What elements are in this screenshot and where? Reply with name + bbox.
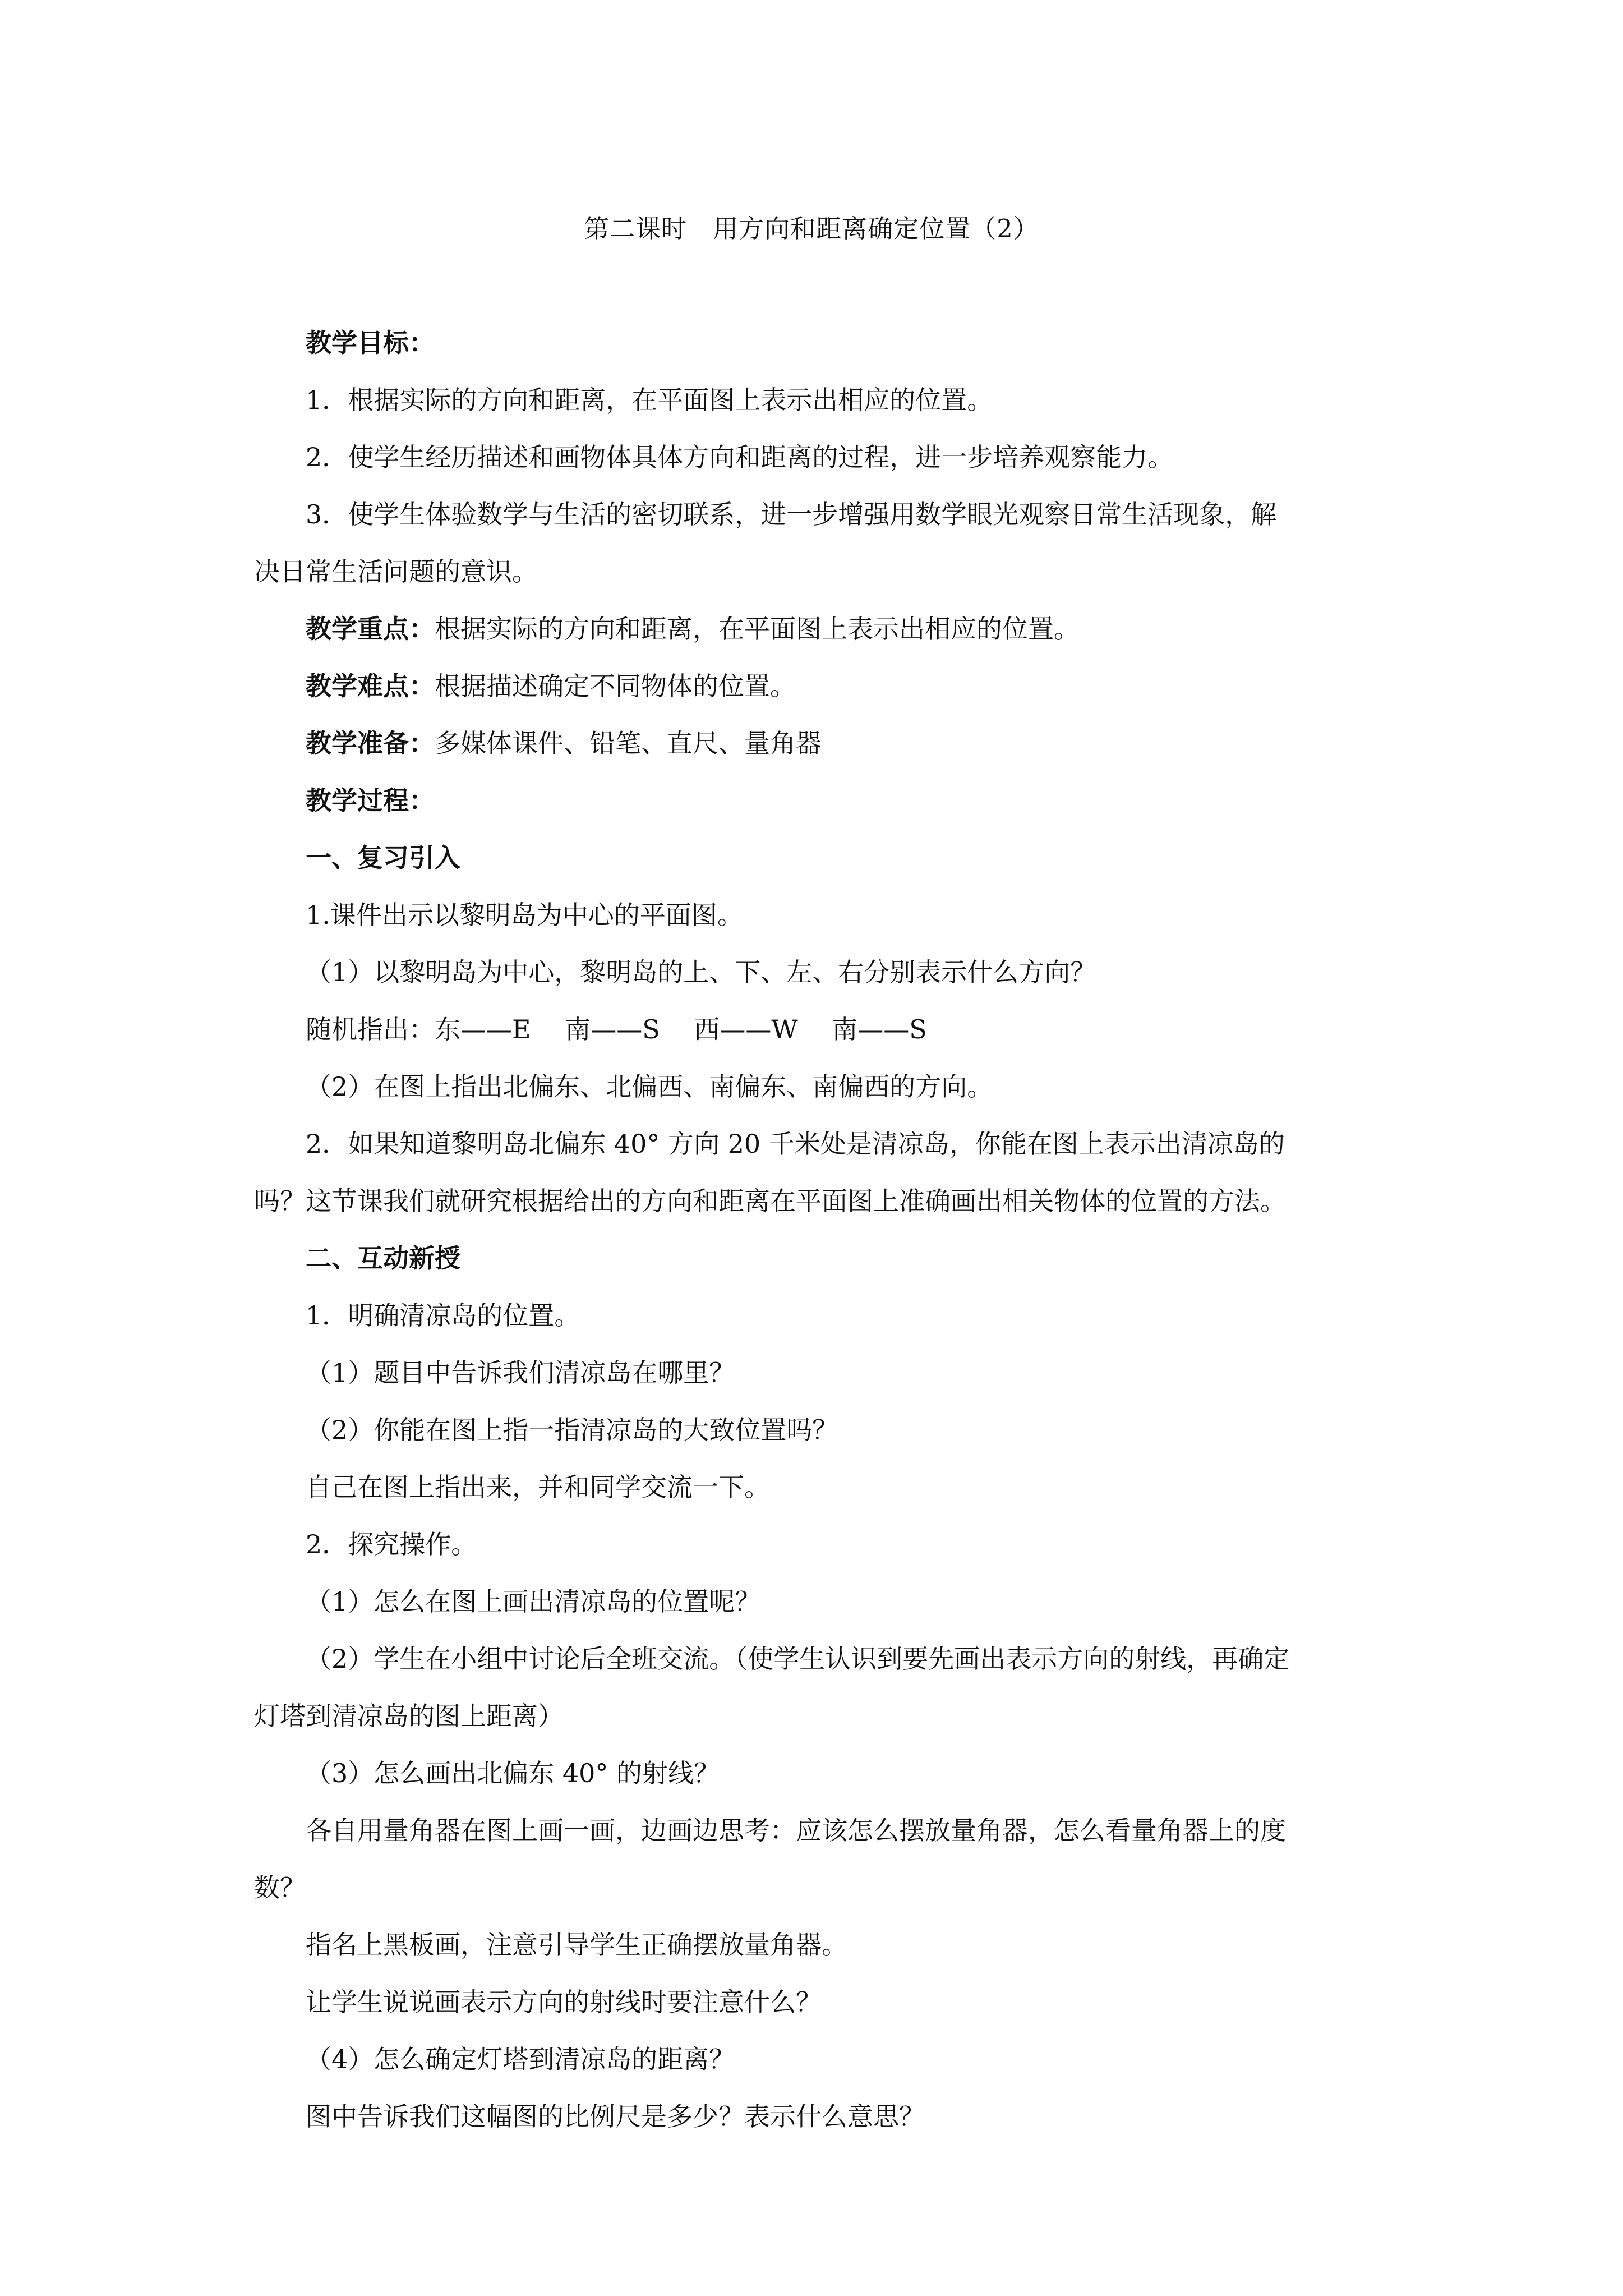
s1-item-2-line-1: 2．如果知道黎明岛北偏东 40° 方向 20 千米处是清凉岛，你能在图上表示出清凉岛的 — [306, 1129, 1285, 1159]
s2-item-2-question-4-note: 图中告诉我们这幅图的比例尺是多少？表示什么意思？ — [306, 2101, 925, 2132]
objective-3-line-2: 决日常生活问题的意识。 — [254, 556, 538, 587]
s2-item-2-question-3-note-line-1: 各自用量角器在图上画一画，边画边思考：应该怎么摆放量角器，怎么看量角器上的度 — [306, 1815, 1286, 1846]
s2-item-2: 2．探究操作。 — [306, 1529, 477, 1559]
preparation-text: 多媒体课件、铅笔、直尺、量角器 — [435, 728, 822, 758]
s1-item-1-question-2: （2）在图上指出北偏东、北偏西、南偏东、南偏西的方向。 — [306, 1071, 993, 1102]
s1-item-1-question-1: （1）以黎明岛为中心，黎明岛的上、下、左、右分别表示什么方向？ — [306, 957, 1096, 987]
s2-item-1: 1．明确清凉岛的位置。 — [306, 1300, 580, 1331]
key-point-label: 教学重点： — [306, 614, 435, 644]
key-point — [306, 609, 1394, 650]
s1-item-1-random: 随机指出：东——E 南——S 西——W 南——S — [306, 1014, 927, 1045]
objective-1: 1．根据实际的方向和距离，在平面图上表示出相应的位置。 — [306, 385, 993, 415]
preparation-label: 教学准备： — [306, 728, 435, 758]
s2-item-2-question-4: （4）怎么确定灯塔到清凉岛的距离？ — [306, 2044, 735, 2074]
section-2-heading: 二、互动新授 — [306, 1243, 460, 1273]
difficulty-label: 教学难点： — [306, 671, 435, 701]
s2-item-2-question-1: （1）怎么在图上画出清凉岛的位置呢？ — [306, 1586, 761, 1617]
s2-item-2-question-3: （3）怎么画出北偏东 40° 的射线？ — [306, 1758, 720, 1788]
objective-3 — [254, 494, 1394, 592]
difficulty — [306, 666, 1394, 707]
preparation — [306, 723, 1394, 764]
s1-item-1: 1.课件出示以黎明岛为中心的平面图。 — [306, 900, 743, 930]
objectives-heading: 教学目标： — [306, 328, 435, 358]
objective-2: 2．使学生经历描述和画物体具体方向和距离的过程，进一步培养观察能力。 — [306, 442, 1174, 472]
lesson-body — [254, 323, 1394, 2154]
s2-item-1-note: 自己在图上指出来，并和同学交流一下。 — [306, 1472, 770, 1502]
s1-item-2 — [254, 1124, 1394, 1222]
s2-item-2-question-3-note — [254, 1810, 1394, 1908]
s2-item-2-question-3-note-line-2: 数？ — [254, 1872, 306, 1903]
section-1-heading: 一、复习引入 — [306, 843, 460, 873]
s2-item-2-question-3-note-2: 指名上黑板画，注意引导学生正确摆放量角器。 — [306, 1930, 847, 1960]
lesson-title: 第二课时 用方向和距离确定位置（2） — [584, 214, 1039, 243]
s2-item-2-question-2 — [254, 1639, 1394, 1737]
key-point-text: 根据实际的方向和距离，在平面图上表示出相应的位置。 — [435, 614, 1080, 644]
s2-item-1-question-2: （2）你能在图上指一指清凉岛的大致位置吗？ — [306, 1415, 838, 1445]
s2-item-1-question-1: （1）题目中告诉我们清凉岛在哪里？ — [306, 1358, 735, 1388]
s2-item-2-question-3-note-3: 让学生说说画表示方向的射线时要注意什么？ — [306, 1987, 822, 2017]
s1-item-2-line-2: 吗？这节课我们就研究根据给出的方向和距离在平面图上准确画出相关物体的位置的方法。 — [254, 1186, 1286, 1216]
objective-3-line-1: 3．使学生体验数学与生活的密切联系，进一步增强用数学眼光观察日常生活现象，解 — [306, 499, 1277, 530]
s2-item-2-question-2-line-2: 灯塔到清凉岛的图上距离） — [254, 1701, 564, 1731]
difficulty-text: 根据描述确定不同物体的位置。 — [435, 671, 796, 701]
process-heading: 教学过程： — [306, 785, 435, 816]
s2-item-2-question-2-line-1: （2）学生在小组中讨论后全班交流。（使学生认识到要先画出表示方向的射线，再确定 — [306, 1644, 1290, 1674]
